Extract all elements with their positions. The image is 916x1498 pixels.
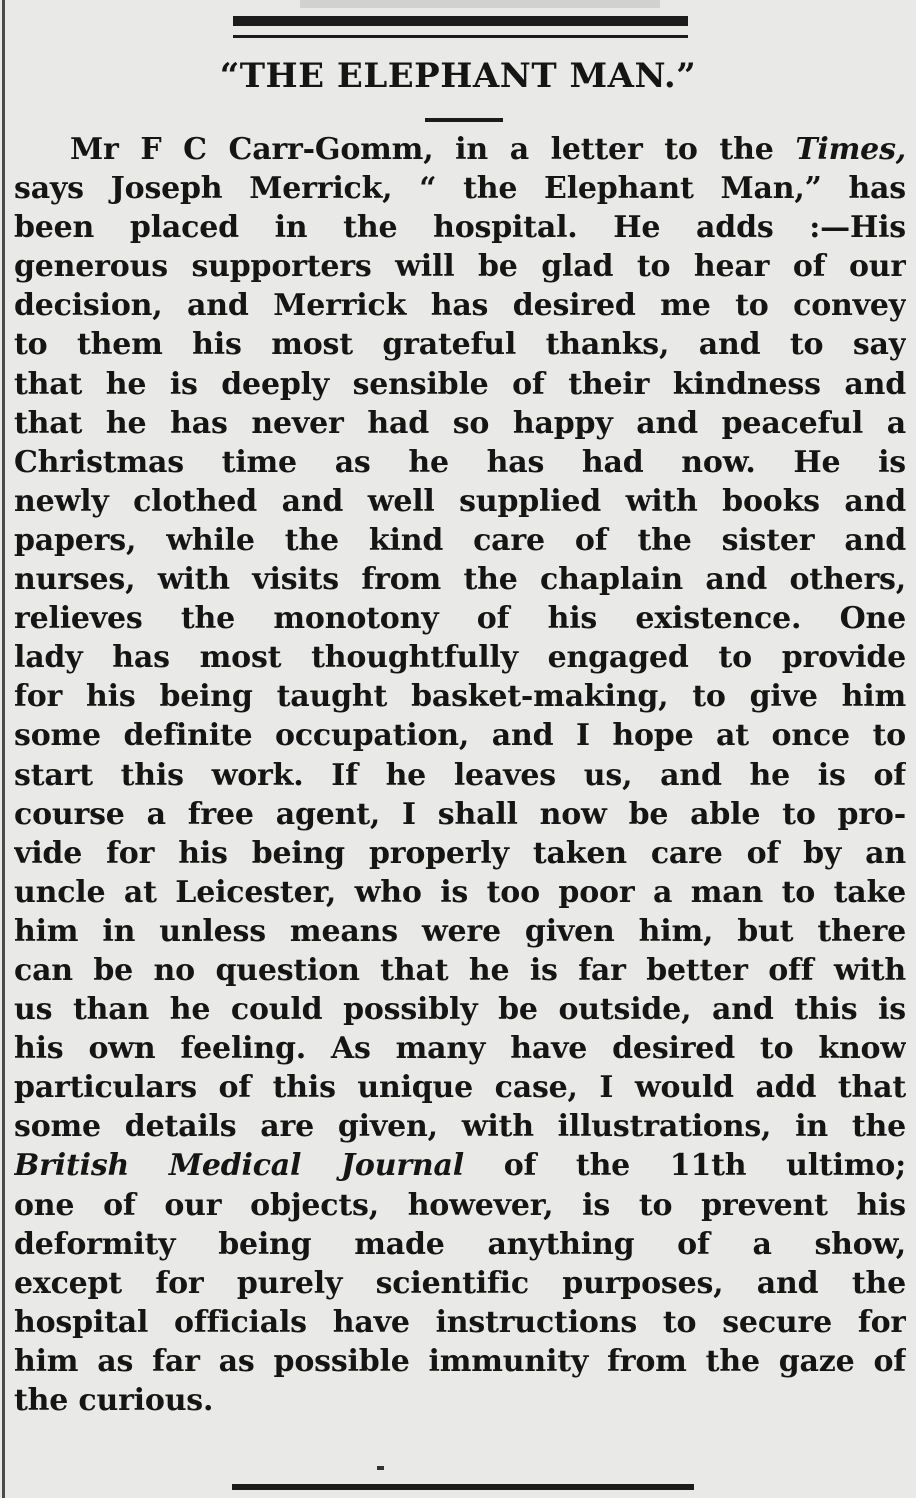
article-line: some details are given, with illustrations, in the — [14, 1109, 906, 1145]
article-line: his own feeling. As many have desired to know — [14, 1031, 906, 1067]
article-line: British Medical Journal of the 11th ultimo; — [14, 1148, 906, 1184]
previous-article-trace — [300, 0, 660, 8]
article-line: vide for his being properly taken care of by an — [14, 835, 906, 871]
article-line: him in unless means were given him, but there — [14, 913, 906, 949]
article-line: been placed in the hospital. He adds :—His — [14, 210, 906, 246]
article-line: says Joseph Merrick, “ the Elephant Man,” has — [14, 171, 906, 207]
article-line: can be no question that he is far better off with — [14, 952, 906, 988]
article-line: relieves the monotony of his existence. One — [14, 601, 906, 637]
article-line: nurses, with visits from the chaplain and others, — [14, 562, 906, 598]
top-rule-thick — [233, 16, 688, 26]
article-line: that he has never had so happy and peaceful a — [14, 405, 906, 441]
article-line: some definite occupation, and I hope at once to — [14, 718, 906, 754]
bottom-rule — [232, 1484, 694, 1490]
headline: “THE ELEPHANT MAN.” — [219, 56, 697, 96]
article-line: us than he could possibly be outside, and this is — [14, 992, 906, 1028]
article-line: start this work. If he leaves us, and he is of — [14, 757, 906, 793]
article-line: one of our objects, however, is to prevent his — [14, 1187, 906, 1223]
article-line: the curious. — [14, 1383, 214, 1418]
article-line: generous supporters will be glad to hear of our — [14, 249, 906, 285]
article-line: newly clothed and well supplied with books and — [14, 483, 906, 519]
headline-dash — [425, 118, 503, 122]
article-body — [14, 130, 906, 1420]
article-line: hospital officials have instructions to secure for — [14, 1304, 906, 1340]
article-line: course a free agent, I shall now be able to pro- — [14, 796, 906, 832]
article-line: for his being taught basket-making, to give him — [14, 679, 906, 715]
article-line: to them his most grateful thanks, and to say — [14, 327, 906, 363]
article-line: that he is deeply sensible of their kindness and — [14, 366, 906, 402]
article-line: uncle at Leicester, who is too poor a man to take — [14, 874, 906, 910]
top-rule-thin — [233, 35, 688, 38]
end-mark — [377, 1466, 384, 1470]
article-line: Christmas time as he has had now. He is — [14, 444, 906, 480]
article-line: particulars of this unique case, I would add that — [14, 1070, 906, 1106]
article-line: lady has most thoughtfully engaged to provide — [14, 640, 906, 676]
article-line: decision, and Merrick has desired me to convey — [14, 288, 906, 324]
article-line: Mr F C Carr-Gomm, in a letter to the Times, — [70, 132, 906, 167]
article-line: except for purely scientific purposes, and the — [14, 1265, 906, 1301]
article-line: deformity being made anything of a show, — [14, 1226, 906, 1262]
article-line: papers, while the kind care of the sister and — [14, 522, 906, 558]
column-rule-left — [2, 0, 5, 1498]
article-line: him as far as possible immunity from the gaze of — [14, 1343, 906, 1379]
